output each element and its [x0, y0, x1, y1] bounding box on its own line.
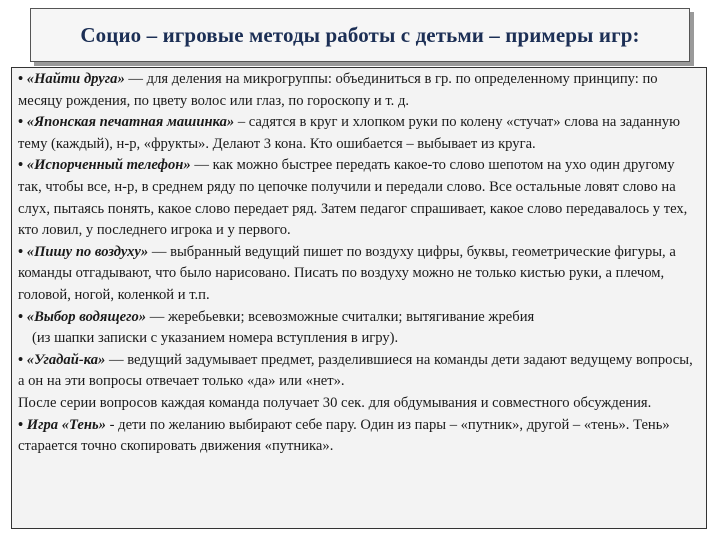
- game-name: «Угадай-ка»: [26, 351, 106, 368]
- bullet: •: [18, 243, 24, 260]
- game-item-shadow: [18, 415, 700, 458]
- game-name: «Найти друга»: [26, 71, 125, 87]
- game-name: «Выбор водящего»: [26, 308, 147, 325]
- bullet: •: [18, 308, 24, 325]
- game-item-broken-phone: [18, 155, 700, 241]
- game-description: — выбранный ведущий пишет по воздуху цифры, буквы, геометрические фигуры, а команды отгадывают, что было нарисовано. Писать по воздуху можно не только кистью руки, а плечом, головой, ногой, коленкой и т.п.: [18, 243, 676, 303]
- game-description-continuation: (из шапки записки с указанием номера вступления в игру).: [32, 330, 399, 347]
- game-name: «Японская печатная машинка»: [26, 114, 235, 131]
- game-item-guess-followup: [18, 393, 700, 415]
- game-description: - дети по желанию выбирают себе пару. Один из пары – «путник», другой – «тень». Тень» старается точно скопировать движения «путника».: [18, 416, 670, 455]
- bullet: •: [18, 114, 24, 131]
- game-description: — для деления на микрогруппы: объединиться в гр. по определенному принципу: по месяцу рождения, по цвету волос или глаз, по гороскопу и т. д.: [18, 71, 658, 109]
- bullet: •: [18, 71, 24, 87]
- game-description: После серии вопросов каждая команда получает 30 сек. для обдумывания и совместного обсуждения.: [18, 394, 652, 411]
- bullet: •: [18, 157, 24, 174]
- bullet: •: [18, 351, 24, 368]
- content-box: [11, 67, 707, 529]
- title-box: [30, 8, 690, 62]
- game-description: — как можно быстрее передать какое-то слово шепотом на ухо один другому так, чтобы все, н-р, в среднем ряду по цепочке получили и передали слово. Все остальные ловят слово на слух, пытаясь понять, какое слово передает ряд. Затем педагог спрашивает, какое слово передавалось у тех, кто ловил, у последнего игрока и у первого.: [18, 157, 688, 239]
- game-item-air-writing: [18, 242, 700, 307]
- game-description: — ведущий задумывает предмет, разделившиеся на команды дети задают ведущему вопросы, а он на эти вопросы отвечает только «да» или «нет».: [18, 351, 693, 390]
- slide-title: Социо – игровые методы работы с детьми – примеры игр:: [80, 22, 640, 47]
- game-description: — жеребьевки; всевозможные считалки; вытягивание жребия: [146, 308, 535, 325]
- bullet: •: [18, 416, 24, 433]
- game-description: – садятся в круг и хлопком руки по колену «стучат» слова на заданную тему (каждый), н-р, «фрукты». Делают 3 кона. Кто ошибается – выбывает из круга.: [18, 114, 680, 152]
- game-name: «Пишу по воздуху»: [26, 243, 149, 260]
- game-item-typewriter: [18, 112, 700, 155]
- game-item-guess: [18, 350, 700, 393]
- game-name: «Испорченный телефон»: [26, 157, 191, 174]
- game-name: Игра «Тень»: [26, 416, 106, 433]
- game-item-choose-leader: [18, 307, 700, 350]
- game-item-find-friend: [18, 69, 700, 112]
